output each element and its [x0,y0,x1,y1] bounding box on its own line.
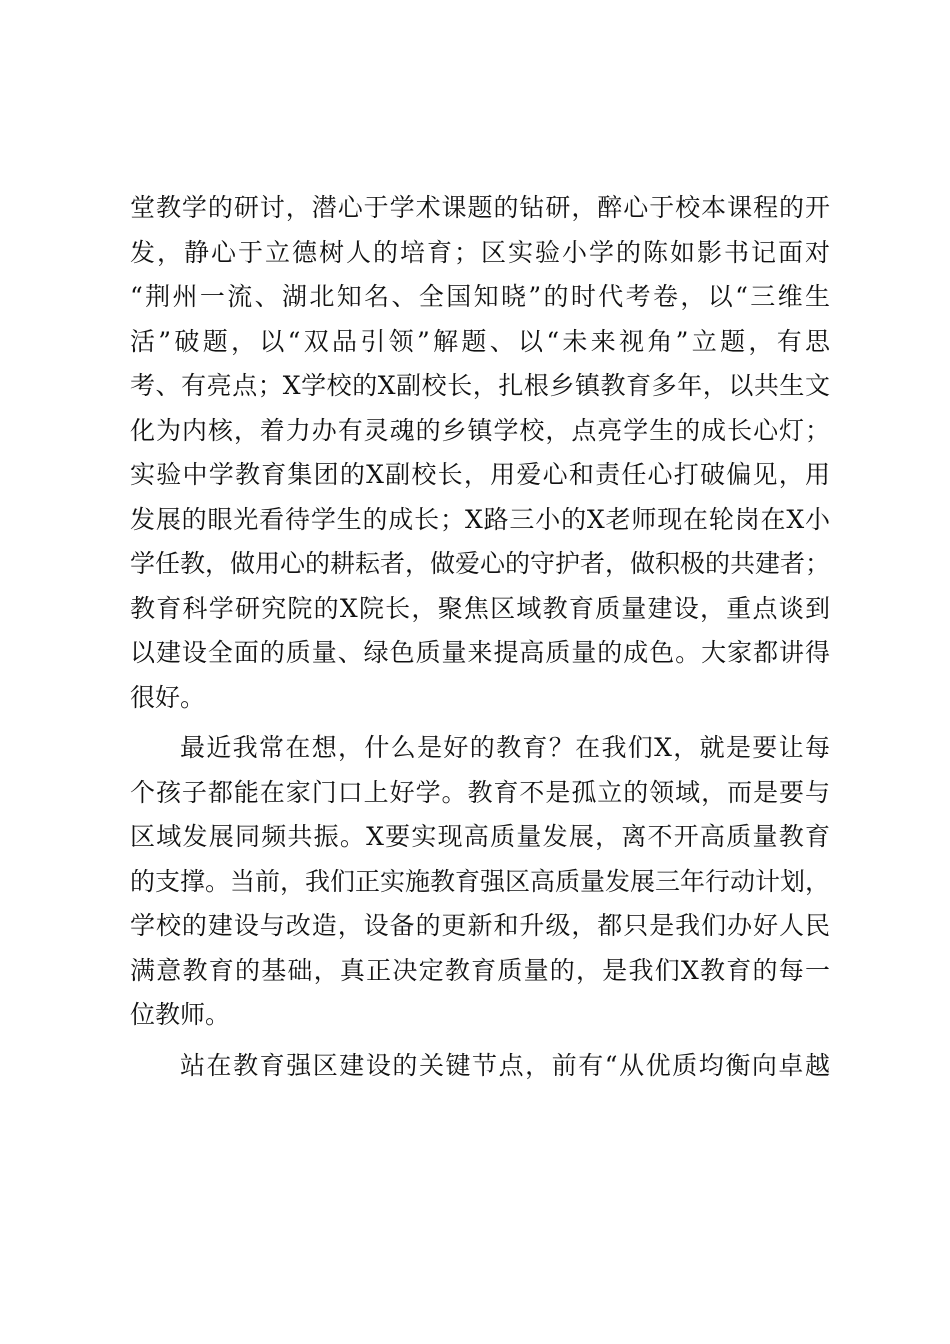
paragraph-2 [130,726,830,1038]
text-line: 很好。 [130,682,206,712]
text-line: 化为内核，着力办有灵魂的乡镇学校，点亮学生的成长心灯； [130,415,830,445]
text-line: 发，静心于立德树人的培育；区实验小学的陈如影书记面对 [130,237,830,267]
text-line: 的支撑。当前，我们正实施教育强区高质量发展三年行动计划， [130,866,830,896]
text-line: 学任教，做用心的耕耘者，做爱心的守护者，做积极的共建者； [130,549,830,578]
paragraph-3 [130,1044,830,1089]
text-line: 活”破题，以“双品引领”解题、以“未来视角”立题，有思 [130,326,830,356]
text-line: 考、有亮点；X学校的X副校长，扎根乡镇教育多年，以共生文 [130,371,830,400]
text-line: 满意教育的基础，真正决定教育质量的，是我们X教育的每一 [130,955,830,985]
text-line: 站在教育强区建设的关键节点，前有“从优质均衡向卓越 [180,1050,830,1080]
text-line: 学校的建设与改造，设备的更新和升级，都只是我们办好人民 [130,911,830,940]
text-line: 堂教学的研讨，潜心于学术课题的钻研，醉心于校本课程的开 [130,193,830,222]
body-text [130,186,830,1088]
text-line: 以建设全面的质量、绿色质量来提高质量的成色。大家都讲得 [130,638,830,667]
text-line: 最近我常在想，什么是好的教育？在我们X，就是要让每 [180,733,830,762]
text-line: 区域发展同频共振。X要实现高质量发展，离不开高质量教育 [130,822,830,851]
text-line: “荆州一流、湖北知名、全国知晓”的时代考卷，以“三维生 [130,282,830,311]
text-line: 发展的眼光看待学生的成长；X路三小的X老师现在轮岗在X小 [130,504,830,534]
paragraph-1 [130,186,830,720]
text-line: 个孩子都能在家门口上好学。教育不是孤立的领域，而是要与 [130,777,830,807]
text-line: 位教师。 [130,1000,231,1029]
text-line: 教育科学研究院的X院长，聚焦区域教育质量建设，重点谈到 [130,593,830,623]
text-line: 实验中学教育集团的X副校长，用爱心和责任心打破偏见，用 [130,460,830,489]
